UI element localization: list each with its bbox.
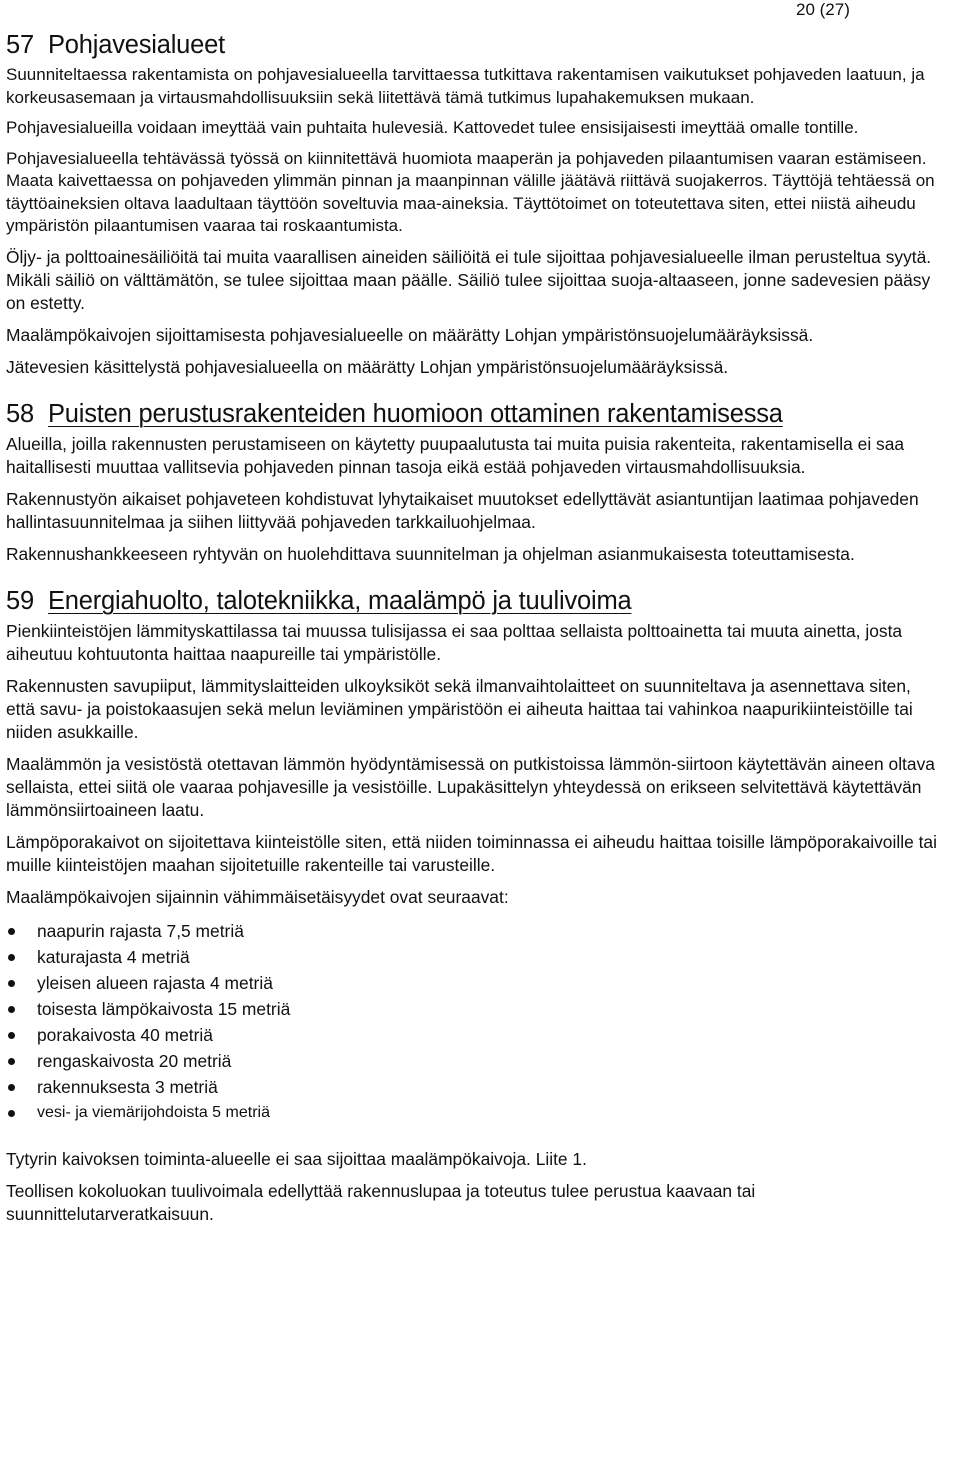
paragraph: Öljy- ja polttoainesäiliöitä tai muita vaarallisen aineiden säiliöitä ei tule sijoittaa pohjavesialueelle ilman perusteltua syytä. Mikäli säiliö on välttämätön, se tulee sijoittaa maan päälle. Säiliö tulee sijoittaa suoja-altaaseen, jonne sadevesien pääsy on estetty.: [6, 246, 932, 313]
section-title: Puisten perustusrakenteiden huomioon ottaminen rakentamisessa: [47, 399, 783, 428]
list-item: yleisen alueen rajasta 4 metriä: [6, 970, 944, 996]
section-number: 57: [6, 31, 34, 59]
paragraph: Suunniteltaessa rakentamista on pohjavesialueella tarvittaessa tutkittava rakentamisen vaikutukset pohjaveden laatuun, ja korkeusasemaan ja virtausmahdollisuuksiin sekä liitettävä tämä tutkimus lupahakemuksen mukaan.: [6, 65, 925, 107]
section-number: 58: [6, 399, 34, 428]
list-item: vesi- ja viemärijohdoista 5 metriä: [6, 1100, 944, 1126]
section-58-heading: [6, 399, 944, 429]
list-item: katurajasta 4 metriä: [6, 944, 944, 970]
paragraph: Tytyrin kaivoksen toiminta-alueelle ei saa sijoittaa maalämpökaivoja. Liite 1.: [6, 1148, 587, 1169]
page-number: 20 (27): [796, 0, 850, 19]
list-item: naapurin rajasta 7,5 metriä: [6, 918, 944, 944]
section-title: Pohjavesialueet: [47, 31, 226, 59]
paragraph: Rakennushankkeeseen ryhtyvän on huolehdittava suunnitelman ja ohjelman asianmukaisesta toteuttamisesta.: [6, 543, 855, 564]
section-57-heading: [6, 30, 944, 60]
paragraph: Lämpöporakaivot on sijoitettava kiinteistölle siten, että niiden toiminnassa ei aiheudu haittaa toisille lämpöporakaivoille tai muille kiinteistöjen maahan sijoitetuille rakenteille tai varusteille.: [6, 831, 937, 875]
paragraph: Rakennusten savupiiput, lämmityslaitteiden ulkoyksiköt sekä ilmanvaihtolaitteet on suunniteltava ja asennettava siten, että savu- ja poistokaasujen sekä melun leviäminen ympäristöön ei aiheuta haittaa tai vahinkoa naapurikiinteistöille tai niiden asukkaille.: [6, 675, 913, 742]
list-item: rakennuksesta 3 metriä: [6, 1074, 944, 1100]
section-59-heading: [6, 586, 944, 616]
section-title: Energiahuolto, talotekniikka, maalämpö ja tuulivoima: [47, 586, 632, 615]
paragraph: Pohjavesialueella tehtävässä työssä on kiinnitettävä huomiota maaperän ja pohjaveden pilaantumisen vaaran estämiseen. Maata kaivettaessa on pohjaveden ylimmän pinnan ja maanpinnan välille jäätävä riittävä suojakerros. Täyttöjä tehtäessä on täyttöaineksien oltava laadultaan täyttöön soveltuvia maa-aineksia. Täyttötoimet on toteutettava siten, ettei niistä aiheudu ympäristön pilaantumisen vaaraa tai roskaantumista.: [6, 148, 935, 235]
section-number: 59: [6, 586, 34, 615]
paragraph: Jätevesien käsittelystä pohjavesialueella on määrätty Lohjan ympäristönsuojelumääräyksissä.: [6, 356, 729, 377]
paragraph: Pohjavesialueilla voidaan imeyttää vain puhtaita hulevesiä. Kattovedet tulee ensisijaisesti imeyttää omalle tontille.: [6, 118, 859, 137]
list-item: rengaskaivosta 20 metriä: [6, 1048, 944, 1074]
distance-list: [6, 918, 944, 1126]
paragraph: Maalämmön ja vesistöstä otettavan lämmön hyödyntämisessä on putkistoissa lämmön-siirtoon käytettävän aineen oltava sellaista, ettei siitä ole vaaraa pohjavesille ja vesistöille. Lupakäsittelyn yhteydessä on erikseen selvitettävä käytettävän lämmönsiirtoaineen laatu.: [6, 753, 935, 820]
list-item: toisesta lämpökaivosta 15 metriä: [6, 996, 944, 1022]
paragraph: Pienkiinteistöjen lämmityskattilassa tai muussa tulisijassa ei saa polttaa sellaista polttoainetta tai muuta ainetta, josta aiheutuu kohtuutonta haittaa naapureille tai ympäristölle.: [6, 620, 903, 664]
paragraph: Maalämpökaivojen sijoittamisesta pohjavesialueelle on määrätty Lohjan ympäristönsuojelumääräyksissä.: [6, 324, 814, 345]
paragraph: Teollisen kokoluokan tuulivoimala edellyttää rakennuslupaa ja toteutus tulee perustua kaavaan tai suunnittelutarveratkaisuun.: [6, 1180, 756, 1224]
paragraph: Alueilla, joilla rakennusten perustamiseen on käytetty puupaalutusta tai muita puisia rakenteita, rakentamisella ei saa haitallisesti muuttaa vallitsevia pohjaveden pinnan tasoja eikä estää pohjaveden virtausmahdollisuuksia.: [6, 433, 905, 477]
paragraph: Maalämpökaivojen sijainnin vähimmäisetäisyydet ovat seuraavat:: [6, 886, 509, 907]
paragraph: Rakennustyön aikaiset pohjaveteen kohdistuvat lyhytaikaiset muutokset edellyttävät asiantuntijan laatimaa pohjaveden hallintasuunnitelmaa ja siihen liittyvää pohjaveden tarkkailuohjelmaa.: [6, 488, 919, 532]
document-body: [6, 30, 944, 1235]
list-item: porakaivosta 40 metriä: [6, 1022, 944, 1048]
